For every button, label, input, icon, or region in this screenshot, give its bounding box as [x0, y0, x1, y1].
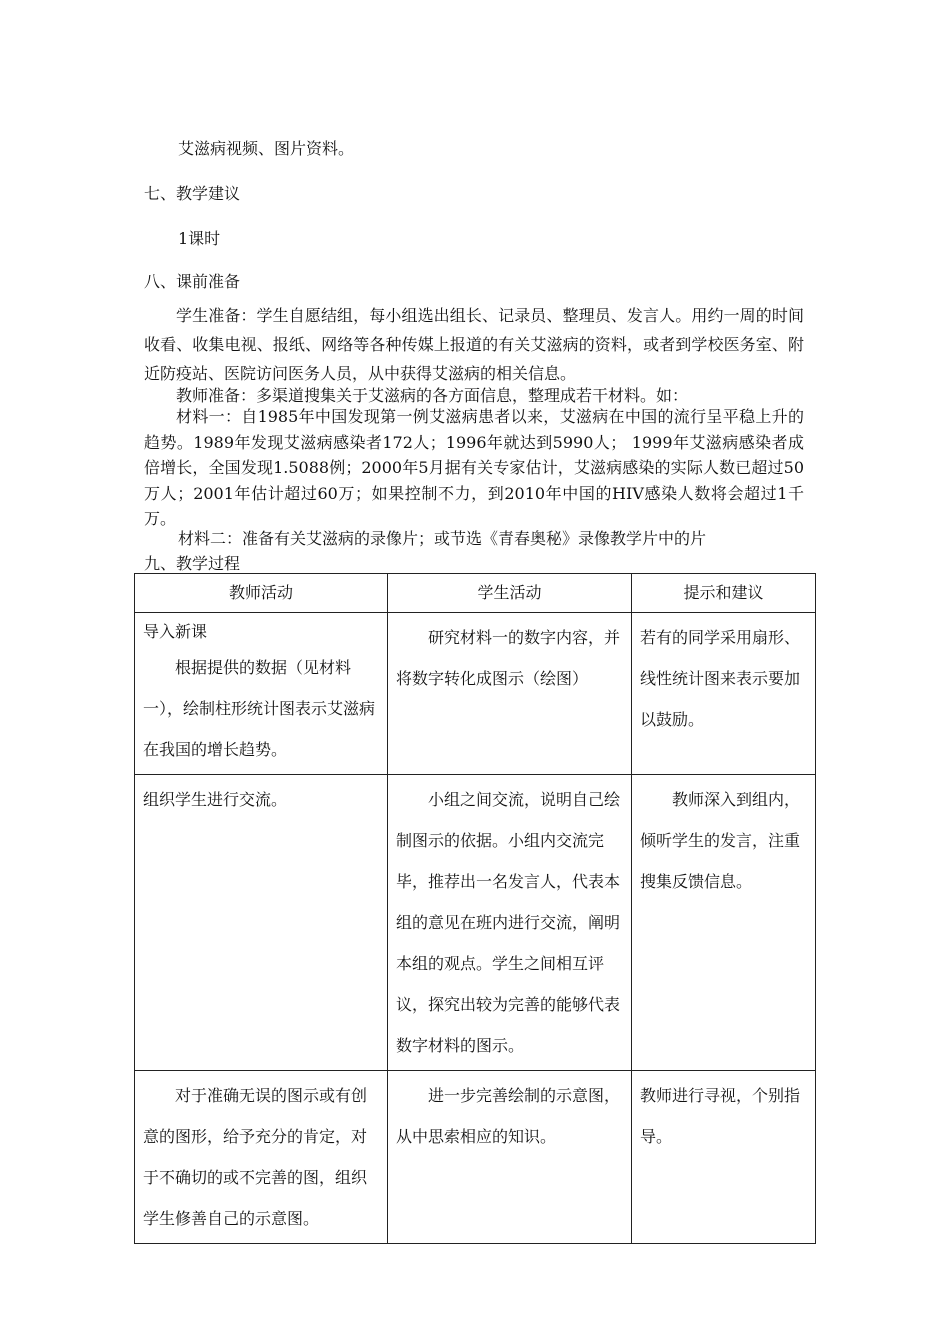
teacher-activity-cell	[135, 613, 388, 775]
student-activity-text: 研究材料一的数字内容，并将数字转化成图示（绘图）	[396, 628, 621, 688]
student-activity-cell	[388, 613, 632, 775]
intro-title: 导入新课	[143, 622, 208, 641]
section-7-body: 1课时	[178, 229, 221, 248]
student-activity-text: 小组之间交流，说明自己绘制图示的依据。小组内交流完毕，推荐出一名发言人，代表本组的意见在班内进行交流，阐明本组的观点。学生之间相互评议，探究出较为完善的能够代表数字材料的图示。	[396, 790, 621, 1055]
material-2-paragraph: 材料二：准备有关艾滋病的录像片；或节选《青春奥秘》录像教学片中的片	[178, 529, 707, 548]
tip-text: 教师深入到组内，倾听学生的发言，注重搜集反馈信息。	[640, 790, 801, 891]
teacher-activity-cell	[135, 775, 388, 1071]
teacher-prep-paragraph: 教师准备：多渠道搜集关于艾滋病的各方面信息，整理成若干材料。如：	[176, 386, 689, 405]
teacher-activity-text: 对于准确无误的图示或有创意的图形，给予充分的肯定，对于不确切的或不完善的图，组织学生修善自己的示意图。	[143, 1086, 368, 1228]
teacher-activity-text: 根据提供的数据（见材料一），绘制柱形统计图表示艾滋病在我国的增长趋势。	[143, 658, 376, 759]
teacher-activity-cell	[135, 1071, 388, 1244]
student-activity-text: 进一步完善绘制的示意图，从中思索相应的知识。	[396, 1086, 621, 1146]
material-1-paragraph: 材料一：自1985年中国发现第一例艾滋病患者以来，艾滋病在中国的流行呈平稳上升的趋势。1989年发现艾滋病感染者172人；1996年就达到5990人； 1999年艾滋病感染者成倍增长，全国发现1.5088例；2000年5月据有关专家估计，艾滋病感染的实际人数已超过50万人；2001年估计超过60万；如果控制不力，到2010年中国的HIV感染人数将会超过1千万。	[144, 407, 804, 528]
header-teacher-activity: 教师活动	[135, 574, 388, 613]
tip-cell	[632, 1071, 816, 1244]
teaching-process-table	[134, 573, 816, 1244]
header-student-activity: 学生活动	[388, 574, 632, 613]
tip-cell	[632, 613, 816, 775]
student-activity-cell	[388, 1071, 632, 1244]
section-7-title: 七、教学建议	[144, 184, 241, 203]
tip-text: 教师进行寻视，个别指导。	[640, 1086, 801, 1146]
student-activity-cell	[388, 775, 632, 1071]
teacher-activity-text: 组织学生进行交流。	[143, 790, 288, 809]
section-8-title: 八、课前准备	[144, 272, 241, 291]
table-row	[135, 1071, 816, 1244]
materials-line: 艾滋病视频、图片资料。	[178, 139, 355, 158]
section-9-title: 九、教学过程	[144, 554, 241, 573]
header-tips-suggestions: 提示和建议	[632, 574, 816, 613]
table-header-row	[135, 574, 816, 613]
tip-text: 若有的同学采用扇形、线性统计图来表示要加以鼓励。	[640, 628, 801, 729]
table-row	[135, 613, 816, 775]
table-row	[135, 775, 816, 1071]
student-prep-paragraph: 学生准备：学生自愿结组，每小组选出组长、记录员、整理员、发言人。用约一周的时间收看、收集电视、报纸、网络等各种传媒上报道的有关艾滋病的资料，或者到学校医务室、附近防疫站、医院访问医务人员，从中获得艾滋病的相关信息。	[144, 306, 804, 383]
tip-cell	[632, 775, 816, 1071]
